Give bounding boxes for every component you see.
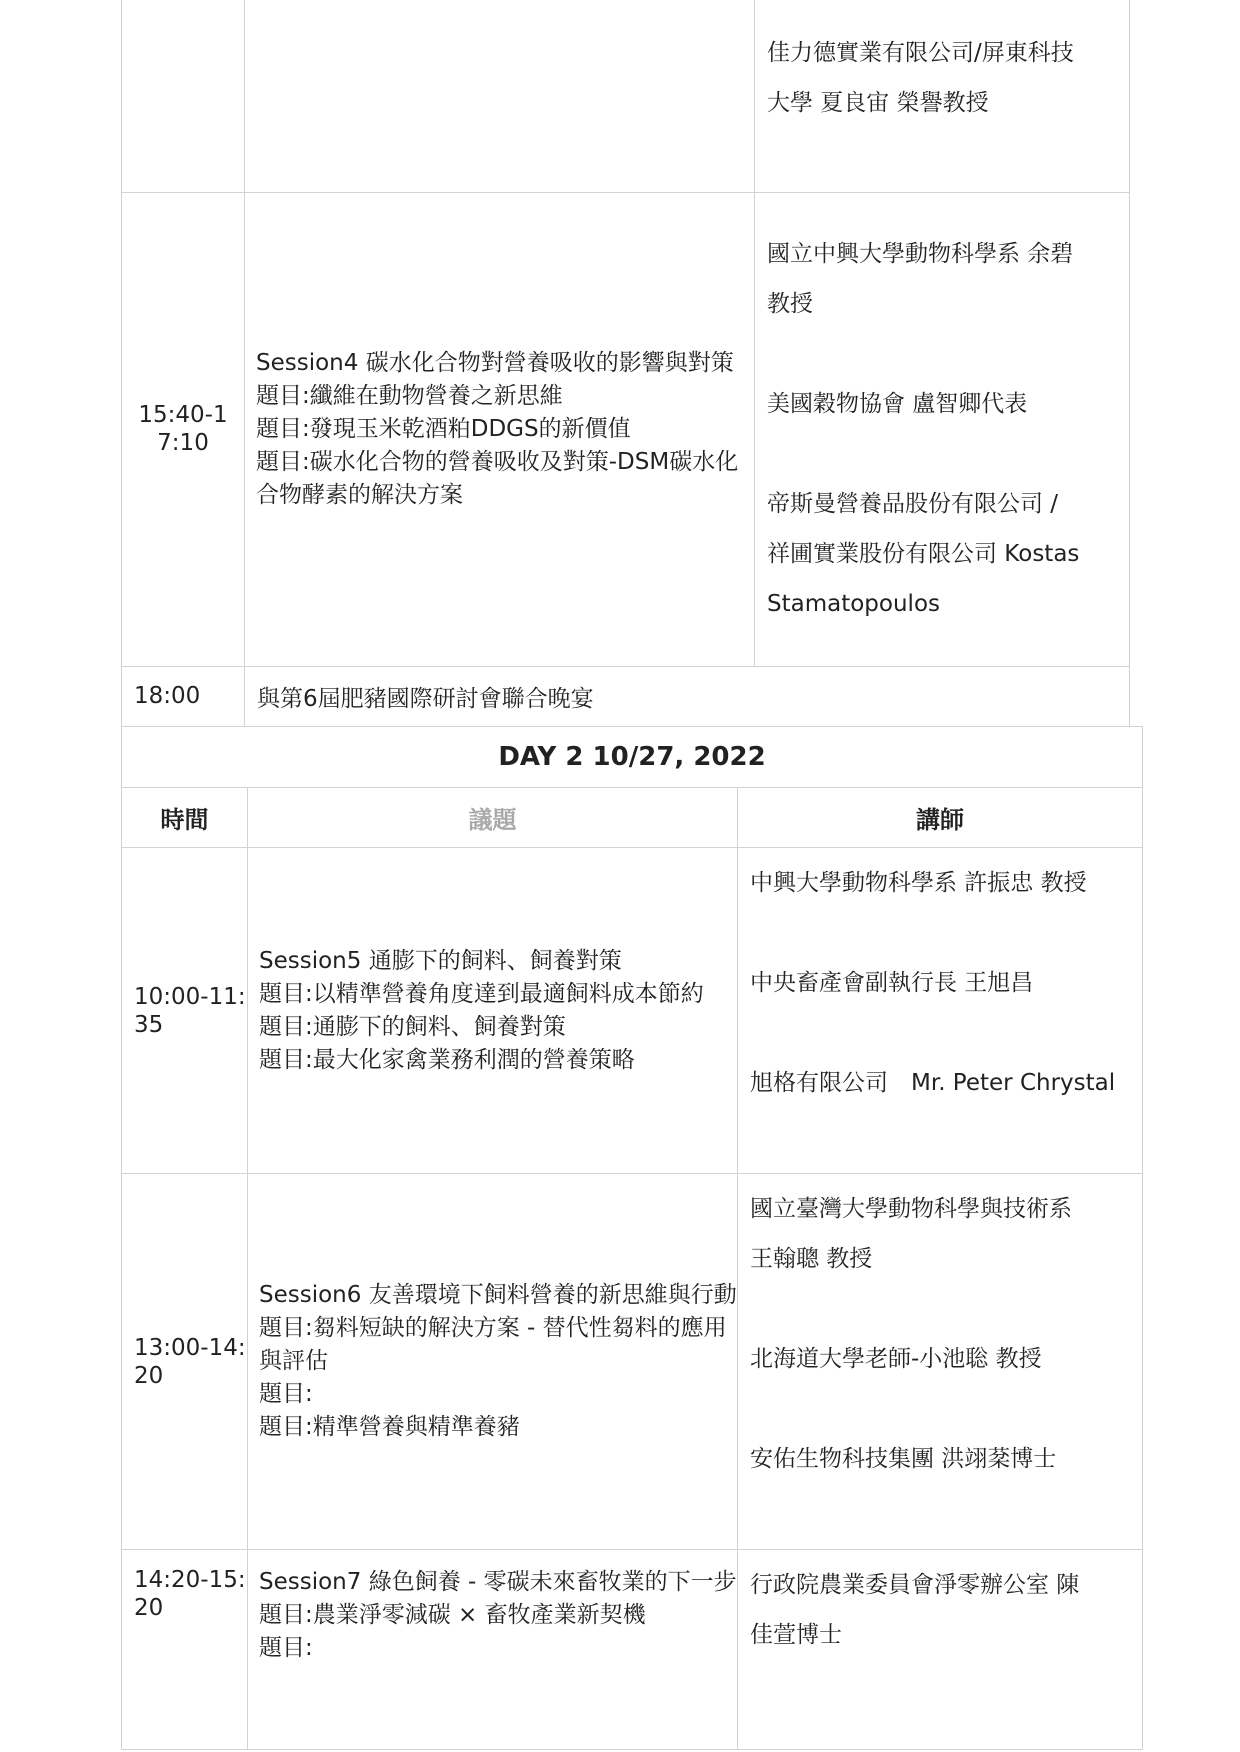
session-cell	[248, 1174, 738, 1550]
speaker-line: 北海道大學老師-小池聡 教授	[750, 1346, 1042, 1372]
topic-line: 題目:精準營養與精準養豬	[259, 1414, 520, 1440]
topic-line: 題目:	[259, 1635, 313, 1661]
speaker-line: 祥圃實業股份有限公司 Kostas	[767, 541, 1080, 567]
time-cell: 14:20-15:20	[122, 1550, 248, 1750]
table-row	[122, 848, 1143, 1174]
time-cell: 18:00	[122, 666, 245, 726]
speaker-line: 佳萱博士	[750, 1622, 842, 1648]
dinner-cell: 與第6屆肥豬國際研討會聯合晚宴	[245, 666, 1130, 726]
spacer	[750, 908, 1142, 958]
topic-line: 題目:農業淨零減碳 × 畜牧產業新契機	[259, 1602, 646, 1628]
spacer	[767, 429, 1129, 479]
topic-line: 題目:以精準營養角度達到最適飼料成本節約	[259, 980, 704, 1007]
topic-line: 題目:芻料短缺的解決方案 - 替代性芻料的應用與評估	[259, 1315, 727, 1374]
table-row	[122, 1174, 1143, 1550]
topic-line: 題目:最大化家禽業務利潤的營養策略	[259, 1046, 635, 1073]
table-row-dinner	[122, 666, 1130, 726]
session-title: Session6 友善環境下飼料營養的新思維與行動	[259, 1282, 737, 1308]
topic-line: 題目:	[259, 1381, 313, 1407]
speaker-line: 中央畜產會副執行長 王旭昌	[750, 970, 1034, 996]
speaker-cell	[738, 848, 1143, 1174]
speaker-line: 王翰聰 教授	[750, 1246, 873, 1272]
spacer	[750, 1384, 1142, 1434]
session-title: Session7 綠色飼養 - 零碳未來畜牧業的下一步	[259, 1569, 737, 1595]
speaker-line: 美國穀物協會 盧智卿代表	[767, 391, 1028, 417]
column-header-row	[122, 788, 1143, 848]
topic-line: 題目:發現玉米乾酒粕DDGS的新價值	[256, 415, 631, 442]
day1-schedule-table	[121, 0, 1130, 727]
day2-schedule-table	[121, 726, 1143, 1750]
speaker-cell	[755, 0, 1130, 192]
spacer	[750, 1284, 1142, 1334]
speaker-line: 國立中興大學動物科學系 余碧	[767, 241, 1074, 267]
col-header-time: 時間	[122, 788, 248, 848]
time-cell: 15:40-17:10	[122, 192, 245, 666]
time-cell: 10:00-11:35	[122, 848, 248, 1174]
speaker-line: 帝斯曼營養品股份有限公司 /	[767, 491, 1059, 517]
time-cell: 13:00-14:20	[122, 1174, 248, 1550]
spacer	[750, 1008, 1142, 1058]
table-row	[122, 1550, 1143, 1750]
col-header-speaker: 講師	[738, 788, 1143, 848]
speaker-line: 大學 夏良宙 榮譽教授	[767, 90, 989, 116]
speaker-line: 中興大學動物科學系 許振忠 教授	[750, 870, 1087, 896]
spacer	[767, 329, 1129, 379]
speaker-line: 旭格有限公司 Mr. Peter Chrystal	[750, 1070, 1116, 1096]
speaker-cell	[755, 192, 1130, 666]
time-cell	[122, 0, 245, 192]
session-cell	[245, 192, 755, 666]
speaker-cell	[738, 1174, 1143, 1550]
speaker-line: 佳力德實業有限公司/屏東科技	[767, 40, 1074, 66]
day2-title: DAY 2 10/27, 2022	[122, 727, 1143, 788]
table-row	[122, 192, 1130, 666]
topic-line: 題目:碳水化合物的營養吸收及對策-DSM碳水化合物酵素的解決方案	[256, 448, 739, 508]
topic-line: 題目:通膨下的飼料、飼養對策	[259, 1013, 566, 1040]
session-title: Session5 通膨下的飼料、飼養對策	[259, 947, 622, 974]
session-cell	[248, 1550, 738, 1750]
day-header-row	[122, 727, 1143, 788]
table-row	[122, 0, 1130, 192]
col-header-topic: 議題	[248, 788, 738, 848]
speaker-line: 安佑生物科技集團 洪翊棻博士	[750, 1446, 1057, 1472]
session-cell	[245, 0, 755, 192]
speaker-cell	[738, 1550, 1143, 1750]
session-title: Session4 碳水化合物對營養吸收的影響與對策	[256, 349, 734, 376]
speaker-line: 國立臺灣大學動物科學與技術系	[750, 1196, 1072, 1222]
session-cell	[248, 848, 738, 1174]
speaker-line: Stamatopoulos	[767, 591, 940, 617]
speaker-line: 行政院農業委員會淨零辦公室 陳	[750, 1572, 1080, 1598]
speaker-line: 教授	[767, 291, 813, 317]
topic-line: 題目:纖維在動物營養之新思維	[256, 382, 563, 409]
